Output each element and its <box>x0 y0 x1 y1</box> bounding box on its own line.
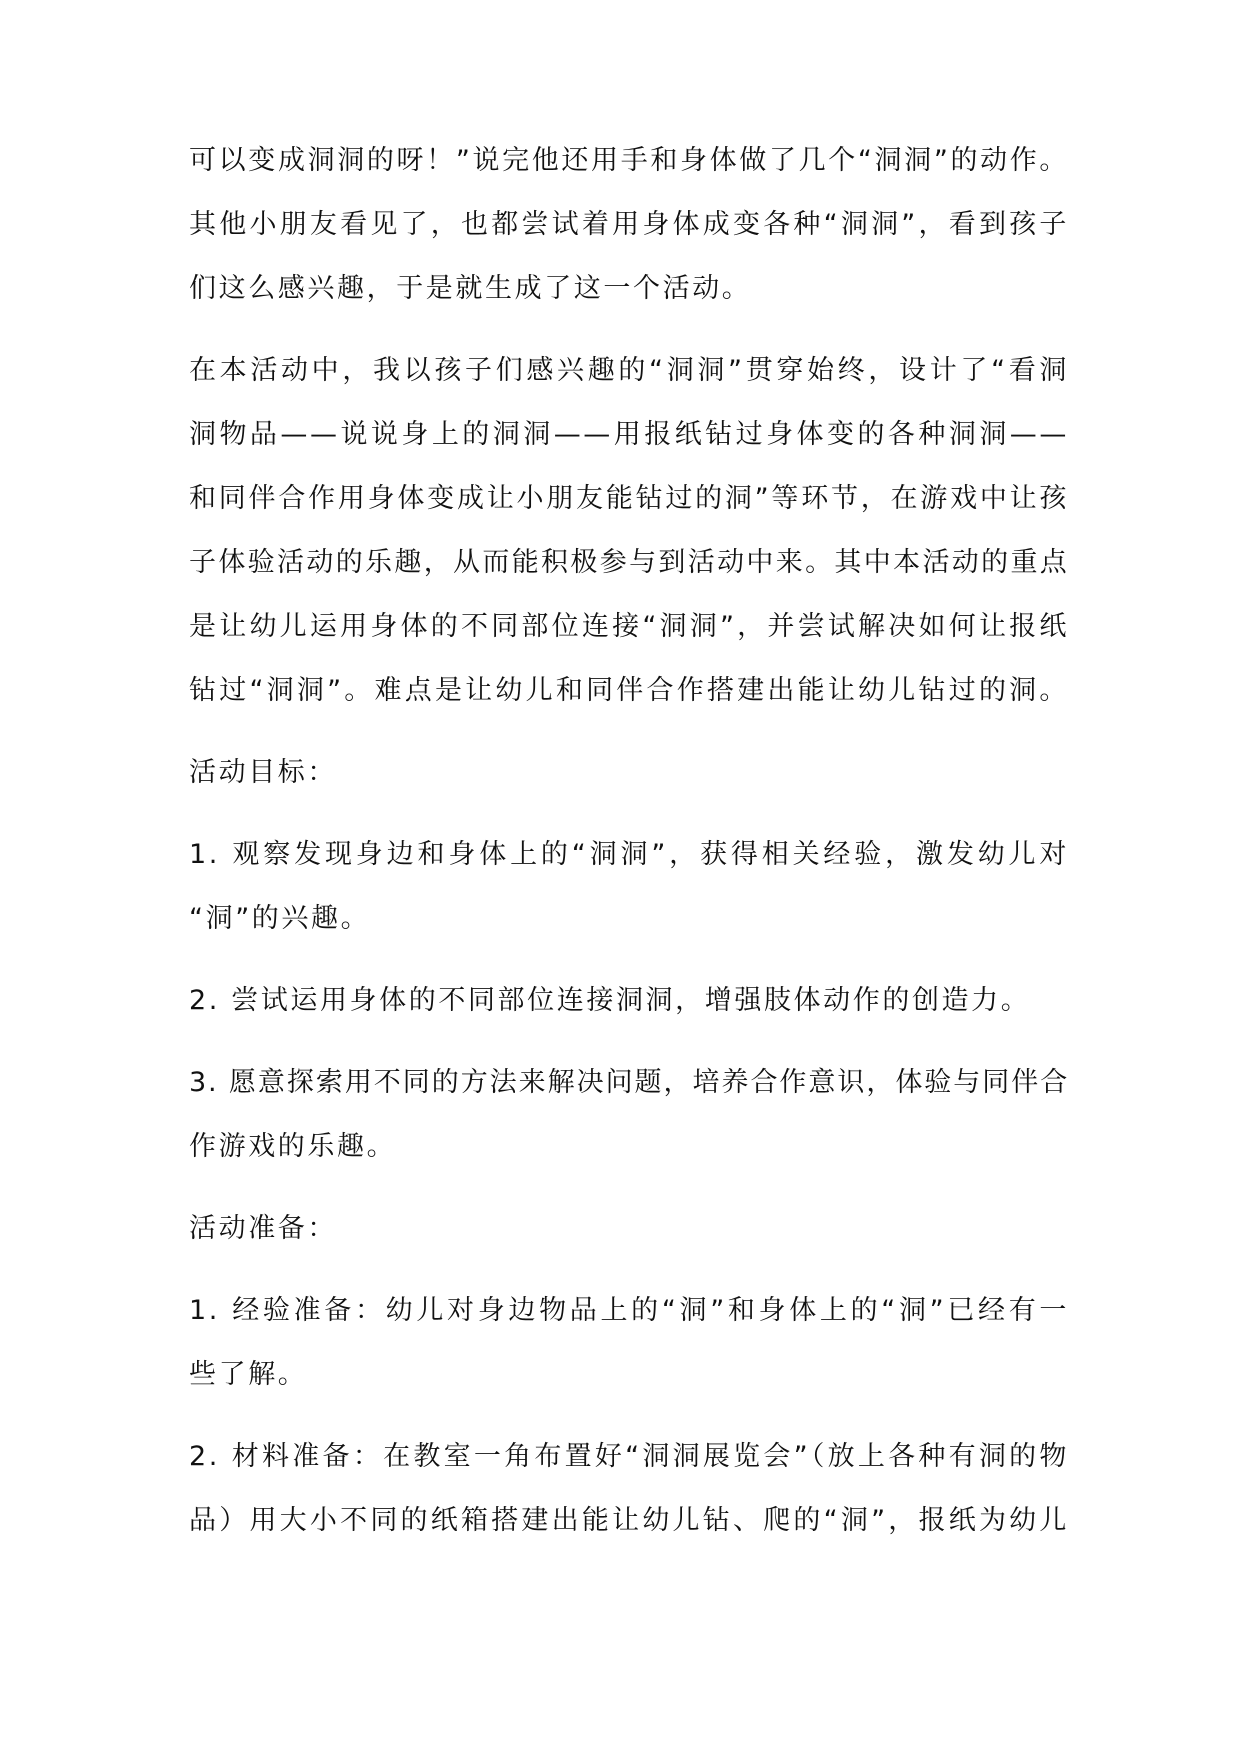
paragraph-line: 是让幼儿运用身体的不同部位连接“洞洞”，并尝试解决如何让报纸 <box>189 611 1069 642</box>
paragraph-line: 和同伴合作用身体变成让小朋友能钻过的洞”等环节，在游戏中让孩 <box>189 483 1069 514</box>
preparation-item: 2. 材料准备：在教室一角布置好“洞洞展览会”（放上各种有洞的物 <box>189 1441 1069 1472</box>
goal-item: “洞”的兴趣。 <box>189 903 371 934</box>
preparation-item: 1. 经验准备：幼儿对身边物品上的“洞”和身体上的“洞”已经有一 <box>189 1295 1069 1326</box>
goal-item: 3. 愿意探索用不同的方法来解决问题，培养合作意识，体验与同伴合 <box>189 1067 1069 1098</box>
paragraph-line: 们这么感兴趣，于是就生成了这一个活动。 <box>189 273 752 304</box>
section-heading-preparation: 活动准备： <box>189 1213 337 1244</box>
goal-item: 2. 尝试运用身体的不同部位连接洞洞，增强肢体动作的创造力。 <box>189 985 1031 1016</box>
preparation-item: 品）用大小不同的纸箱搭建出能让幼儿钻、爬的“洞”，报纸为幼儿 <box>189 1505 1069 1536</box>
paragraph-line: 子体验活动的乐趣，从而能积极参与到活动中来。其中本活动的重点 <box>189 547 1069 578</box>
paragraph-line: 可以变成洞洞的呀！”说完他还用手和身体做了几个“洞洞”的动作。 <box>189 145 1069 176</box>
paragraph-line: 其他小朋友看见了，也都尝试着用身体成变各种“洞洞”，看到孩子 <box>189 209 1069 240</box>
goal-item: 1. 观察发现身边和身体上的“洞洞”，获得相关经验，激发幼儿对 <box>189 839 1069 870</box>
preparation-item: 些了解。 <box>189 1359 308 1390</box>
paragraph-line: 洞物品——说说身上的洞洞——用报纸钻过身体变的各种洞洞—— <box>189 419 1069 450</box>
paragraph-line: 钻过“洞洞”。难点是让幼儿和同伴合作搭建出能让幼儿钻过的洞。 <box>189 675 1069 706</box>
section-heading-goals: 活动目标： <box>189 757 337 788</box>
goal-item: 作游戏的乐趣。 <box>189 1131 397 1162</box>
paragraph-line: 在本活动中，我以孩子们感兴趣的“洞洞”贯穿始终，设计了“看洞 <box>189 355 1069 386</box>
